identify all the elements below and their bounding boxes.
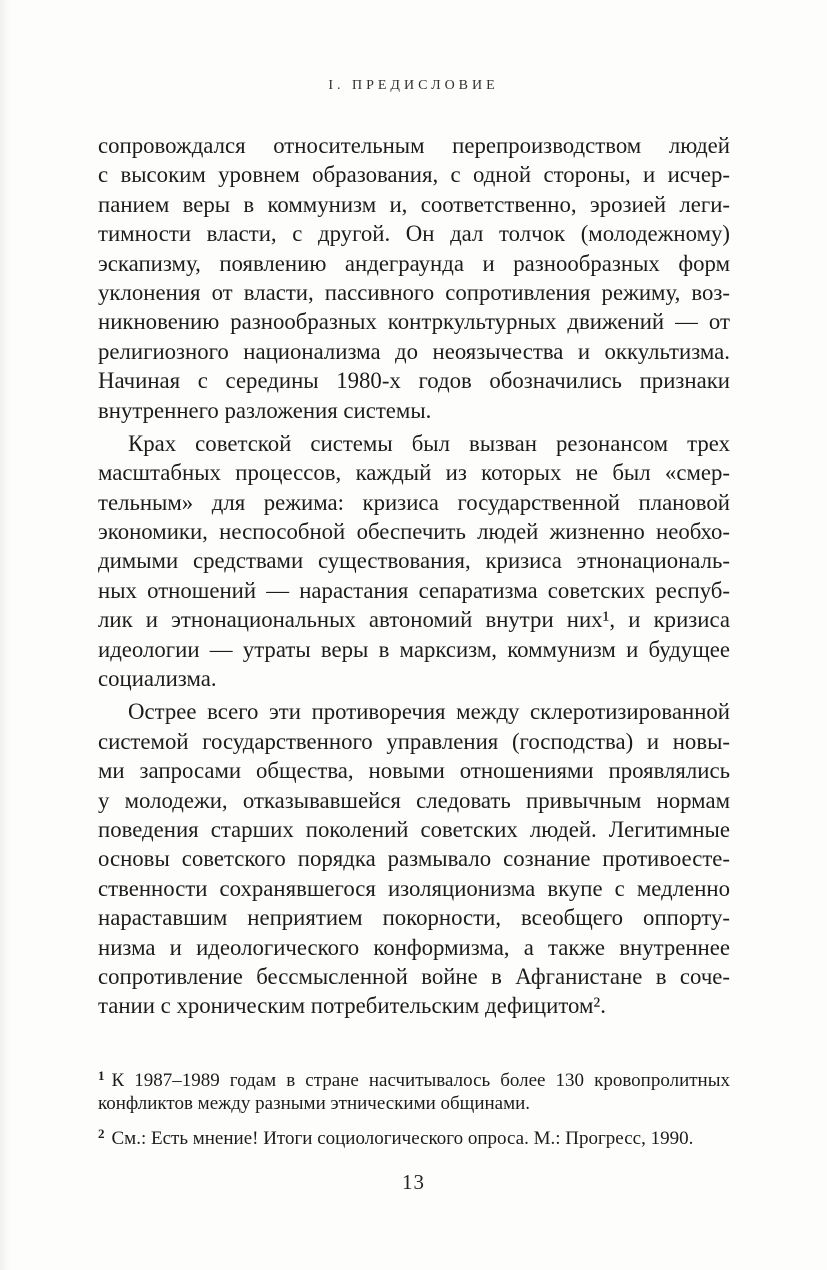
paragraph	[98, 697, 730, 1020]
footnote-line	[98, 1062, 730, 1090]
text-line: социализма.	[98, 666, 217, 692]
text-line: ми запросами общества, новыми отношениями проявлялись	[98, 758, 730, 784]
footnote-line: конфликтов между разными этническими общинами.	[98, 1092, 531, 1114]
text-line: низма и идеологического конформизма, а также внутреннее	[98, 934, 730, 960]
text-line: поведения старших поколений советских людей. Легитимные	[98, 816, 730, 842]
footnote-marker: 2	[98, 1126, 105, 1141]
text-line: системой государственного управления (господства) и новы-	[98, 728, 730, 754]
text-line: никновению разнообразных контркультурных движений — от	[98, 309, 730, 335]
footnote-marker: 1	[98, 1068, 105, 1083]
text-line: с высоким уровнем образования, с одной стороны, и исчер-	[98, 162, 730, 188]
text-line: религиозного национализма до неоязычества и оккультизма.	[98, 338, 730, 364]
text-line: идеологии — утраты веры в марксизм, коммунизм и будущее	[98, 636, 730, 662]
text-line: эскапизму, появлению андеграунда и разнообразных форм	[98, 250, 730, 276]
paragraph	[98, 429, 730, 694]
text-line: ных отношений — нарастания сепаратизма советских респуб-	[98, 577, 730, 603]
footnote-line	[98, 1120, 730, 1148]
text-line: масштабных процессов, каждый из которых не был «смер-	[98, 460, 730, 486]
text-line: тании с хроническим потребительским дефицитом².	[98, 993, 606, 1019]
page-number: 13	[402, 1170, 425, 1194]
running-header: I. ПРЕДИСЛОВИЕ	[328, 78, 499, 93]
text-line: основы советского порядка размывало сознание противоесте-	[98, 846, 730, 872]
text-line: ственности сохранявшегося изоляционизма вкупе с медленно	[98, 875, 730, 901]
text-line: внутреннего разложения системы.	[98, 397, 432, 423]
text-line: тимности власти, с другой. Он дал толчок (молодежному)	[98, 221, 730, 247]
text-line: у молодежи, отказывавшейся следовать привычным нормам	[98, 787, 730, 813]
text-line: нараставшим неприятием покорности, всеобщего оппорту-	[98, 905, 730, 931]
text-line: Острее всего эти противоречия между склеротизированной	[128, 699, 730, 725]
text-line: тельным» для режима: кризиса государственной плановой	[98, 489, 730, 515]
text-line: сопровождался относительным перепроизводством людей	[98, 133, 730, 158]
text-line: сопротивление бессмысленной войне в Афганистане в соче-	[98, 963, 730, 989]
text-line: лик и этнонациональных автономий внутри них¹, и кризиса	[98, 607, 730, 633]
text-line: панием веры в коммунизм и, соответственно, эрозией леги-	[98, 191, 730, 217]
body-text	[98, 131, 730, 1021]
paragraph	[98, 131, 730, 425]
text-line: экономики, неспособной обеспечить людей жизненно необхо-	[98, 519, 730, 545]
footnote	[98, 1062, 730, 1117]
text-line: уклонения от власти, пассивного сопротивления режиму, воз-	[98, 279, 730, 305]
text-line: Начиная с середины 1980-х годов обозначились признаки	[98, 368, 730, 394]
footnote-text: См.: Есть мнение! Итоги социологического опроса. М.: Прогресс, 1990.	[111, 1128, 694, 1148]
footnotes	[98, 1062, 730, 1148]
footnote	[98, 1120, 730, 1148]
text-line: димыми средствами существования, кризиса этнонациональ-	[98, 548, 730, 574]
text-line: Крах советской системы был вызван резонансом трех	[128, 430, 730, 456]
footnote-text: К 1987–1989 годам в стране насчитывалось более 130 кровопролитных	[111, 1070, 730, 1090]
